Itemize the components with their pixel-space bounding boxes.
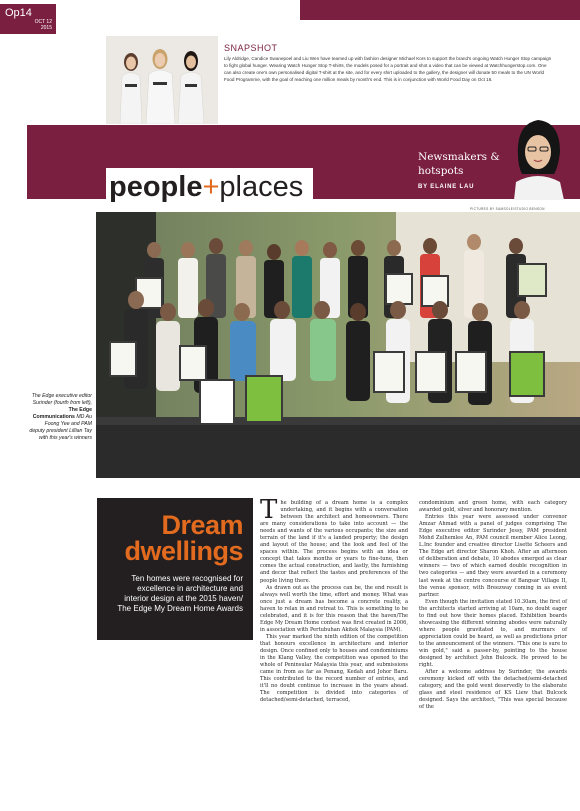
photo-caption — [28, 393, 92, 442]
feature-deck-line-2: excellence in architecture and — [137, 584, 243, 593]
caption-text-1: executive editor Surinder (fourth from left), — [32, 393, 92, 406]
feature-deck — [107, 574, 243, 614]
byline: BY ELAINE LAU — [418, 184, 475, 190]
photo-credit: PICTURES BY SAMSOLE/STUDIO BENSON — [470, 207, 545, 211]
paragraph-text: he building of a dream home is a complex undertaking, and it begins with a conversation between the architect and homeowners. There are many considerations to take into account — the needs and wants of the various occupants; the size and terrain of the land if it's a landed property; the design and layout of the house; and the look and feel of the spaces within. The process begins with an idea or concept that takes months or years to fine-tune, then comes the actual construction, and lastly, the furnishing and decor that reflect the tastes and preferences of the people living there. — [260, 500, 408, 584]
section-title-plus: + — [202, 171, 220, 203]
feature-headline-box — [97, 498, 253, 640]
models-illustration — [106, 36, 218, 124]
caption-text-2: MD Au Foong Yee and PAM deputy president Lillian Tay with this year's winners — [29, 414, 92, 441]
article-paragraph: Even though the invitation stated 10.30am, the first of the architects started arriving at 10am, no doubt eager to find out how their homes placed. Exhibition boards showcasing the different winning abodes were naturally where people gravitated to, and murmurs of appreciation could be heard, as well as predictions prior to the announcement of the winners. "This one is sure to win gold," said a passer-by, pointing to the house designed by architect John Bulcock. He proved to be right. — [419, 598, 567, 669]
header-color-band — [300, 0, 580, 20]
article-paragraph: This year marked the ninth edition of the competition that honours excellence in architecture and interior design. Once confined only to houses and condominiums in the Klang Valley, the competition was opened to the whole of Peninsular Malaysia this year, and submissions came in from as far as Penang, Kedah and Johor Baru. This contributed to the record number of entries, and it'll no doubt continue to increase in the years ahead. The competition is divided into categories of detached/semi-detached, terraced, — [260, 633, 408, 704]
article-paragraph: After a welcome address by Surinder, the awards ceremony kicked off with the detached/semi-detached category, and the gold went deservedly to the elaborate glass and steel residence of KS Liew that Bulcock designed. Says the architect, "This was special because of the — [419, 669, 567, 711]
snapshot-heading: SNAPSHOT — [224, 43, 278, 53]
article-paragraph: condominium and green home, with each category awarded gold, silver and honorary mention. — [419, 500, 567, 514]
section-title-places: places — [219, 171, 304, 203]
feature-title-line-2: dwellings — [124, 536, 243, 566]
article-column-1 — [260, 495, 408, 704]
issue-date-month: OCT 12 — [34, 19, 52, 25]
page-number: Op14 — [5, 7, 32, 19]
article-paragraph: Entries this year were assessed under convenor Amzar Ahmad with a panel of judges comprising The Edge executive editor Surinder Jessy, PAM president Mohd Zulhemlee An, PAM council member Alice Leong, L.Inc founder and creative director Lisette Scheers and The Edge art director Sharon Khoh. After an afternoon of deliberation and debate, 10 abodes emerged as clear winners — two of which earned double recognition in two categories — and they were awarded in a ceremony last week at the centre concourse of Bangsar Village II, the venue sponsor, with Breezway coming in as event partner. — [419, 514, 567, 598]
article-column-2 — [419, 500, 567, 711]
snapshot-photo — [106, 36, 218, 124]
caption-lead: The Edge — [31, 393, 55, 399]
page-folio — [0, 4, 56, 34]
feature-deck-line-3: interior design at the 2015 haven/ — [124, 594, 243, 603]
feature-title-line-1: Dream — [161, 510, 243, 540]
columnist-illustration — [506, 104, 570, 200]
section-title-people: people — [109, 171, 203, 203]
winners-group-photo — [96, 212, 580, 478]
columnist-portrait — [506, 104, 570, 200]
group-photo-illustration — [96, 212, 580, 478]
issue-date-year: 2015 — [40, 25, 52, 31]
feature-deck-line-4: The Edge My Dream Home Awards — [117, 604, 243, 613]
drop-cap: T — [260, 495, 278, 525]
feature-deck-line-1: Ten homes were recognised for — [131, 574, 243, 583]
feature-title — [107, 512, 243, 564]
article-paragraph: As drawn out as the process can be, the end result is always well worth the time, effort and money. What was once just a dream has become a concrete reality, a haven to relax in and retreat to. This is something to be celebrated, and it is for this reason that the haven/The Edge My Dream Home contest was first created in 2006, in association with Pertubuhan Akitek Malaysia (PAM). — [260, 584, 408, 633]
page-header — [0, 0, 580, 34]
article-paragraph — [260, 495, 408, 585]
column-name: Newsmakers & hotspots — [418, 151, 500, 177]
section-title — [106, 168, 313, 206]
snapshot-text: Lily Aldridge, Candice Swanepoel and Liu Wen have teamed up with fashion designer Michael Kors to support the brand's ongoing Watch Hunger Stop campaign to fight global hunger. Wearing Watch Hunger Stop T-shirts, the models posed for a portrait and shot a video that can be viewed at Watchhungerstop.com. One can also create one's own personalised digital T-shirt at the site, and for every shirt uploaded to the gallery, the designer will donate 50 meals to the UN World Food Programme, with the goal of reaching one million meals by month's end. This is in conjunction with World Food Day on Oct 16. — [224, 56, 552, 82]
caption-bold: The Edge Communications — [32, 407, 92, 420]
